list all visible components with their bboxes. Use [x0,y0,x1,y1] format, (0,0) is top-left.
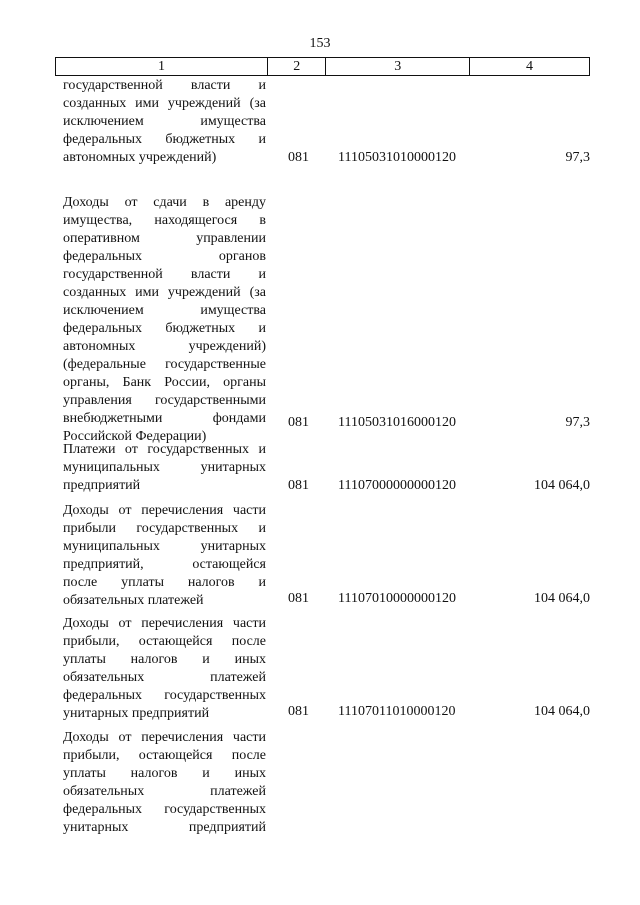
row-code: 081 [288,478,309,493]
row-kbk: 11105031016000120 [338,415,456,430]
description-line: Доходы от перечисления части [63,503,266,518]
column-header-row [55,57,590,76]
description-line: органы, Банк России, органы [63,375,266,390]
description-line: унитарных предприятий [63,706,210,721]
row-description [63,194,266,446]
description-line: федеральных государственных [63,802,266,817]
description-line: (федеральные государственные [63,357,266,372]
description-line: федеральных органов [63,249,266,264]
description-line: прибыли, остающейся после [63,634,266,649]
column-header-2: 2 [267,58,325,76]
row-description [63,615,266,723]
description-line: автономных учреждений) [63,339,266,354]
row-description [63,77,266,167]
row-code: 081 [288,150,309,165]
row-kbk: 11107010000000120 [338,591,456,606]
row-amount: 97,3 [565,150,590,165]
row-amount: 104 064,0 [534,478,590,493]
column-header-1: 1 [56,58,268,76]
row-kbk: 11107011010000120 [338,704,456,719]
description-line: муниципальных унитарных [63,460,266,475]
description-line: государственной власти и [63,267,266,282]
row-description [63,729,266,837]
description-line: имущества, находящегося в [63,213,266,228]
description-line: прибыли, остающейся после [63,748,266,763]
description-line: предприятий, остающейся [63,557,266,572]
page-number: 153 [309,36,331,51]
description-line: созданных ими учреждений (за [63,96,266,111]
description-line: унитарных предприятий [63,820,266,835]
description-line: управления государственными [63,393,266,408]
description-line: Доходы от перечисления части [63,616,266,631]
row-code: 081 [288,415,309,430]
description-line: уплаты налогов и иных [63,766,266,781]
row-code: 081 [288,591,309,606]
description-line: исключением имущества [63,114,266,129]
description-line: после уплаты налогов и [63,575,266,590]
description-line: созданных ими учреждений (за [63,285,266,300]
column-header-3: 3 [326,58,470,76]
description-line: внебюджетными фондами [63,411,266,426]
row-kbk: 11105031010000120 [338,150,456,165]
row-description [63,441,266,495]
description-line: автономных учреждений) [63,150,217,165]
description-line: федеральных бюджетных и [63,321,266,336]
row-amount: 104 064,0 [534,704,590,719]
description-line: обязательных платежей [63,593,204,608]
row-kbk: 11107000000000120 [338,478,456,493]
description-line: Доходы от сдачи в аренду [63,195,266,210]
row-code: 081 [288,704,309,719]
description-line: обязательных платежей [63,784,266,799]
column-header-4: 4 [470,58,590,76]
description-line: обязательных платежей [63,670,266,685]
row-description [63,502,266,610]
description-line: федеральных бюджетных и [63,132,266,147]
description-line: федеральных государственных [63,688,266,703]
description-line: Доходы от перечисления части [63,730,266,745]
description-line: исключением имущества [63,303,266,318]
description-line: прибыли государственных и [63,521,266,536]
description-line: муниципальных унитарных [63,539,266,554]
description-line: Российской Федерации) [63,429,207,444]
description-line: предприятий [63,478,141,493]
description-line: государственной власти и [63,78,266,93]
row-amount: 97,3 [565,415,590,430]
description-line: Платежи от государственных и [63,442,266,457]
description-line: оперативном управлении [63,231,266,246]
row-amount: 104 064,0 [534,591,590,606]
description-line: уплаты налогов и иных [63,652,266,667]
